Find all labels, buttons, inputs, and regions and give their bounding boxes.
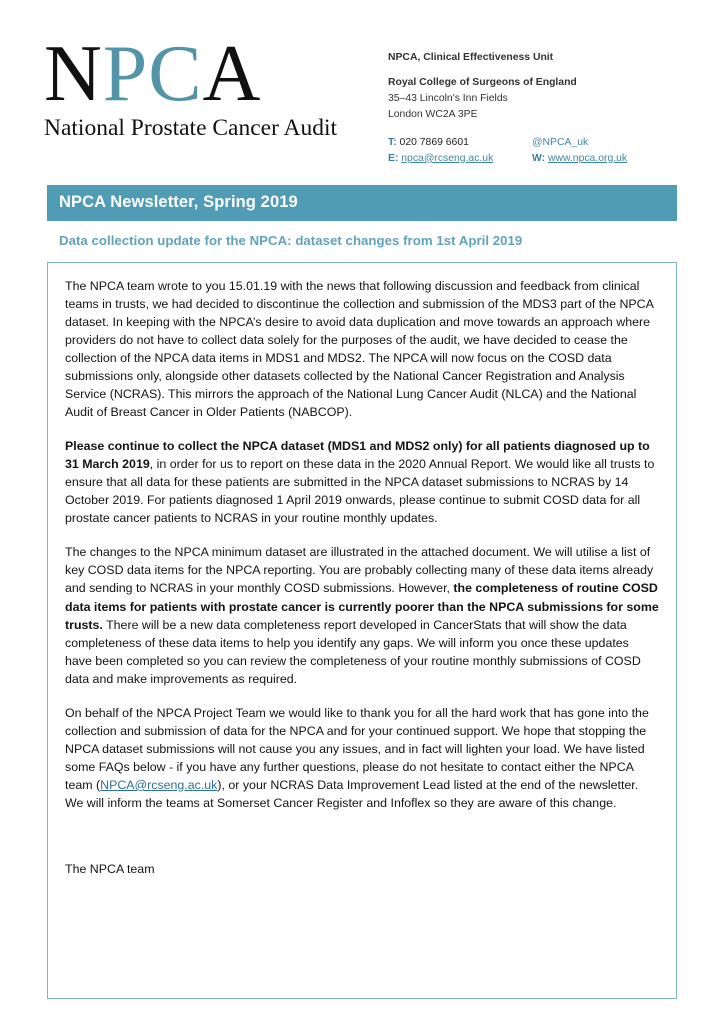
newsletter-subtitle: Data collection update for the NPCA: dataset changes from 1st April 2019 (59, 232, 523, 248)
paragraph-4-start: On behalf of the NPCA Project Team we would like to thank you for all the hard work that has gone into the collection and submission of data for the NPCA and for your continued support. We hope that stopping the NPCA dataset submissions will not cause you any issues, and in fact will lighten your load. We have listed some FAQs below - if you have any further questions, please do not hesitate to contact either the NPCA team ( (65, 705, 649, 792)
phone-value: 020 7869 6601 (399, 136, 469, 148)
logo-wordmark (44, 30, 364, 118)
phone-label: T: (388, 136, 397, 148)
paragraph-4-end: ), or your NCRAS Data Improvement Lead listed at the end of the newsletter. We will inform the teams at Somerset Cancer Register and Infoflex so they are aware of this change. (65, 777, 639, 810)
web-cell[interactable] (532, 151, 627, 167)
logo-letter-a: A (202, 30, 262, 118)
contact-row-phone-twitter (388, 135, 627, 151)
paragraph-4 (65, 704, 659, 812)
contact-unit: NPCA, Clinical Effectiveness Unit (388, 52, 554, 63)
signoff-text: The NPCA team (65, 862, 155, 877)
contact-address-line-2: London WC2A 3PE (388, 109, 478, 121)
web-label: W: (532, 152, 546, 164)
email-link[interactable]: npca@rcseng.ac.uk (401, 152, 494, 164)
contact-address-line-1: 35–43 Lincoln's Inn Fields (388, 93, 508, 105)
page-header (0, 0, 724, 167)
paragraph-3-bold: the completeness of routine COSD data items for patients with prostate cancer is currently poorer than the NPCA submissions for some trusts. (65, 581, 659, 632)
paragraph-2-rest: , in order for us to report on these data in the 2020 Annual Report. We would like all trusts to ensure that all data for these patients are submitted in the NPCA dataset submissions to NCRAS by 14 October 2019. For patients diagnosed 1 April 2019 onwards, please continue to submit COSD data for all prostate cancer patients to NCRAS in your routine monthly updates. (65, 457, 655, 526)
contact-row-email-web (388, 151, 627, 167)
paragraph-3-start: The changes to the NPCA minimum dataset are illustrated in the attached document. We will utilise a list of key COSD data items for the NPCA reporting. You are probably collecting many of these data items already and sending to NCRAS in your monthly COSD submissions. However, (65, 545, 654, 596)
paragraph-2-bold-lead: Please continue to collect the NPCA dataset (MDS1 and MDS2 only) for all patients diagnosed up to 31 March 2019 (65, 439, 650, 472)
npca-email-link[interactable]: NPCA@rcseng.ac.uk (100, 777, 218, 792)
contact-details (364, 34, 680, 167)
paragraph-1: The NPCA team wrote to you 15.01.19 with the news that following discussion and feedback from clinical teams in trusts, we had decided to discontinue the collection and submission of the MDS3 part of the NPCA dataset. In keeping with the NPCA’s desire to avoid data duplication and move towards an approach where providers do not have to collect data solely for the purposes of the audit, we have decided to cease the collection of the NPCA data items in MDS1 and MDS2. The NPCA will now focus on the COSD data submissions only, alongside other datasets collected by the National Cancer Registration and Analysis Service (NCRAS). This mirrors the approach of the National Lung Cancer Audit (NLCA) and the National Audit of Breast Cancer in Older Patients (NABCOP). (65, 278, 654, 420)
logo-letter-n: N (44, 30, 103, 118)
twitter-handle-link[interactable]: @NPCA_uk (532, 136, 589, 148)
website-link[interactable]: www.npca.org.uk (547, 152, 628, 164)
contact-table (388, 135, 627, 167)
paragraph-2 (65, 437, 659, 527)
email-label: E: (388, 152, 399, 164)
npca-logo (44, 30, 364, 141)
newsletter-content-box (47, 262, 677, 999)
paragraph-3-end: There will be a new data completeness report developed in CancerStats that will show the data completeness of these data items to help you identify any gaps. We will inform you once these updates have been completed so you can review the completeness of your routine monthly submissions of COSD data and make improvements as required. (65, 617, 641, 686)
logo-letters-pc: PC (102, 30, 203, 118)
contact-spacer (388, 124, 680, 135)
email-cell[interactable] (388, 151, 532, 167)
logo-tagline: National Prostate Cancer Audit (44, 114, 338, 141)
contact-organisation: Royal College of Surgeons of England (388, 77, 577, 89)
phone-cell (388, 135, 532, 151)
newsletter-title-bar: NPCA Newsletter, Spring 2019 (47, 185, 677, 221)
twitter-cell[interactable] (532, 135, 627, 151)
paragraph-3 (65, 543, 659, 687)
